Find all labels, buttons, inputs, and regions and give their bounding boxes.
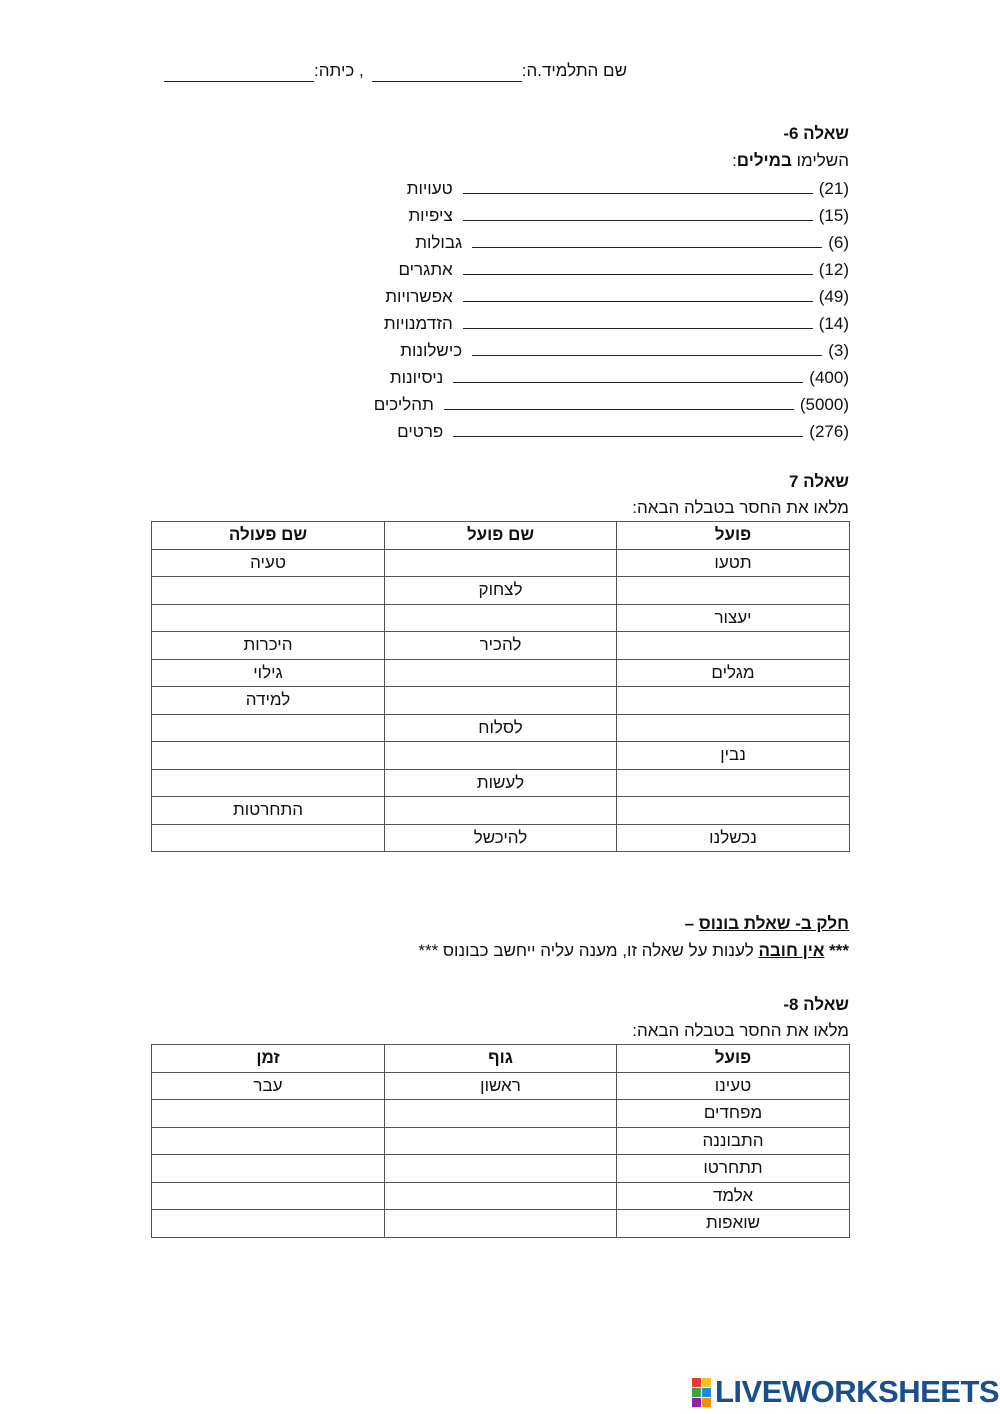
q6-item-word: כישלונות xyxy=(400,341,463,360)
student-info-line xyxy=(156,60,627,82)
q7-title: שאלה 7 xyxy=(788,472,849,491)
q6-item-number: (6) xyxy=(828,233,849,252)
q6-item-word: גבולות xyxy=(415,233,463,252)
q6-instruction-colon: : xyxy=(732,151,737,170)
q6-answer-blank[interactable] xyxy=(472,339,822,356)
bonus-stars: *** xyxy=(824,941,849,960)
q6-instruction-emph: במילים xyxy=(736,151,792,170)
q6-item-number: (400) xyxy=(809,368,849,387)
bonus-title-dash: – xyxy=(684,914,699,933)
column-header: שם פעולה xyxy=(152,522,385,550)
student-name-label: שם התלמיד.ה: xyxy=(521,61,627,80)
q8-title: שאלה 8- xyxy=(783,995,849,1014)
q6-item-number: (5000) xyxy=(799,395,849,414)
table-cell[interactable] xyxy=(385,549,617,577)
table-cell[interactable] xyxy=(152,1100,385,1128)
logo-block xyxy=(692,1398,701,1407)
table-cell[interactable] xyxy=(385,1100,617,1128)
table-cell[interactable] xyxy=(152,742,385,770)
q6-item-word: ניסיונות xyxy=(389,368,444,387)
table-row xyxy=(152,659,850,687)
table-cell[interactable] xyxy=(152,1155,385,1183)
q6-instruction-text: השלימו xyxy=(791,151,849,170)
q7-instruction: מלאו את החסר בטבלה הבאה: xyxy=(632,498,849,517)
q6-item xyxy=(408,204,849,227)
table-cell[interactable] xyxy=(152,1127,385,1155)
table-cell[interactable] xyxy=(152,577,385,605)
q6-item-word: טעויות xyxy=(406,179,453,198)
table-row xyxy=(152,549,850,577)
table-cell[interactable] xyxy=(385,1127,617,1155)
q6-answer-blank[interactable] xyxy=(472,231,822,248)
q6-answer-blank[interactable] xyxy=(444,393,794,410)
q6-item-number: (49) xyxy=(818,287,849,306)
q7-table xyxy=(151,521,850,852)
q8-table xyxy=(151,1044,850,1238)
table-cell: לסלוח xyxy=(385,714,617,742)
q6-item-word: תהליכים xyxy=(373,395,434,414)
table-cell[interactable] xyxy=(152,1182,385,1210)
q6-item xyxy=(398,258,849,281)
table-row xyxy=(152,1210,850,1238)
table-cell: שואפות xyxy=(617,1210,850,1238)
q6-answer-blank[interactable] xyxy=(453,420,803,437)
table-cell[interactable] xyxy=(152,714,385,742)
table-cell: טעינו xyxy=(617,1072,850,1100)
q6-title: שאלה 6- xyxy=(783,124,849,143)
table-header-row xyxy=(152,522,850,550)
column-header: פועל xyxy=(617,522,850,550)
logo-block xyxy=(702,1378,711,1387)
table-cell: יעצור xyxy=(617,604,850,632)
q6-item xyxy=(390,366,849,389)
table-cell[interactable] xyxy=(385,604,617,632)
bonus-emphasis: אין חובה xyxy=(758,941,825,960)
column-header: שם פועל xyxy=(385,522,617,550)
table-row xyxy=(152,1155,850,1183)
table-header-row xyxy=(152,1045,850,1073)
q6-item-word: אתגרים xyxy=(398,260,453,279)
q6-item-word: אפשרויות xyxy=(385,287,453,306)
table-cell[interactable] xyxy=(385,1155,617,1183)
q6-item xyxy=(385,285,849,308)
q6-item-word: הזדמנויות xyxy=(383,314,453,333)
table-cell: מפחדים xyxy=(617,1100,850,1128)
q6-instruction xyxy=(732,150,849,172)
table-cell[interactable] xyxy=(152,769,385,797)
table-cell[interactable] xyxy=(617,577,850,605)
bonus-title xyxy=(685,913,849,935)
table-cell: התבוננה xyxy=(617,1127,850,1155)
table-cell[interactable] xyxy=(385,1182,617,1210)
table-cell: ראשון xyxy=(385,1072,617,1100)
class-field[interactable] xyxy=(164,65,314,82)
bonus-note xyxy=(418,940,849,962)
column-header: גוף xyxy=(385,1045,617,1073)
table-cell[interactable] xyxy=(385,797,617,825)
logo-block xyxy=(702,1398,711,1407)
table-cell[interactable] xyxy=(385,687,617,715)
table-cell[interactable] xyxy=(385,1210,617,1238)
table-cell[interactable] xyxy=(617,714,850,742)
table-cell: לצחוק xyxy=(385,577,617,605)
q6-answer-blank[interactable] xyxy=(463,177,813,194)
column-header: זמן xyxy=(152,1045,385,1073)
table-cell: למידה xyxy=(152,687,385,715)
q6-answer-blank[interactable] xyxy=(463,204,813,221)
table-cell: התחרטות xyxy=(152,797,385,825)
table-row xyxy=(152,797,850,825)
column-header: פועל xyxy=(617,1045,850,1073)
table-row xyxy=(152,577,850,605)
logo-text: LIVEWORKSHEETS xyxy=(715,1374,1000,1409)
q6-item xyxy=(374,393,849,416)
q6-item-number: (14) xyxy=(818,314,849,333)
table-cell[interactable] xyxy=(152,1210,385,1238)
q6-item-number: (3) xyxy=(828,341,849,360)
table-cell: נבין xyxy=(617,742,850,770)
q6-answer-blank[interactable] xyxy=(453,366,803,383)
table-row xyxy=(152,1182,850,1210)
table-row xyxy=(152,604,850,632)
table-row xyxy=(152,632,850,660)
bonus-title-text: חלק ב- שאלת בונוס xyxy=(698,914,849,933)
table-row xyxy=(152,742,850,770)
table-row xyxy=(152,1072,850,1100)
table-cell: תתחרטו xyxy=(617,1155,850,1183)
table-cell[interactable] xyxy=(385,742,617,770)
q6-item-word: ציפיות xyxy=(408,206,453,225)
table-cell[interactable] xyxy=(617,687,850,715)
bonus-note-text: לענות על שאלה זו, מענה עליה ייחשב כבונוס *** xyxy=(418,941,759,960)
logo-block xyxy=(692,1378,701,1387)
table-cell: אלמד xyxy=(617,1182,850,1210)
table-cell: היכרות xyxy=(152,632,385,660)
q6-item-number: (15) xyxy=(818,206,849,225)
table-cell: להכיר xyxy=(385,632,617,660)
q8-instruction: מלאו את החסר בטבלה הבאה: xyxy=(632,1021,849,1040)
q6-item-number: (21) xyxy=(818,179,849,198)
class-label: , כיתה: xyxy=(314,61,364,80)
logo-blocks-icon xyxy=(692,1378,711,1407)
q6-item xyxy=(400,339,849,362)
q6-item xyxy=(407,177,849,200)
q6-item xyxy=(415,231,849,254)
student-name-field[interactable] xyxy=(372,65,522,82)
table-cell: לעשות xyxy=(385,769,617,797)
table-cell: נכשלנו xyxy=(617,824,850,852)
q6-item xyxy=(384,312,849,335)
liveworksheets-logo xyxy=(692,1374,999,1410)
table-row xyxy=(152,824,850,852)
table-cell: גילוי xyxy=(152,659,385,687)
table-cell: להיכשל xyxy=(385,824,617,852)
q6-item-word: פרטים xyxy=(397,422,444,441)
table-cell: טעיה xyxy=(152,549,385,577)
table-cell[interactable] xyxy=(385,659,617,687)
table-row xyxy=(152,714,850,742)
table-cell: מגלים xyxy=(617,659,850,687)
logo-block xyxy=(692,1388,701,1397)
table-row xyxy=(152,1100,850,1128)
table-row xyxy=(152,769,850,797)
logo-block xyxy=(702,1388,711,1397)
q6-item-number: (276) xyxy=(809,422,849,441)
q6-answer-blank[interactable] xyxy=(463,258,813,275)
table-cell[interactable] xyxy=(617,632,850,660)
table-cell[interactable] xyxy=(152,824,385,852)
q6-answer-blank[interactable] xyxy=(463,312,813,329)
table-cell[interactable] xyxy=(617,769,850,797)
q6-item-number: (12) xyxy=(818,260,849,279)
table-cell[interactable] xyxy=(617,797,850,825)
table-cell[interactable] xyxy=(152,604,385,632)
q6-item xyxy=(397,420,849,443)
table-cell: תטעו xyxy=(617,549,850,577)
table-cell: עבר xyxy=(152,1072,385,1100)
table-row xyxy=(152,1127,850,1155)
table-row xyxy=(152,687,850,715)
q6-answer-blank[interactable] xyxy=(463,285,813,302)
